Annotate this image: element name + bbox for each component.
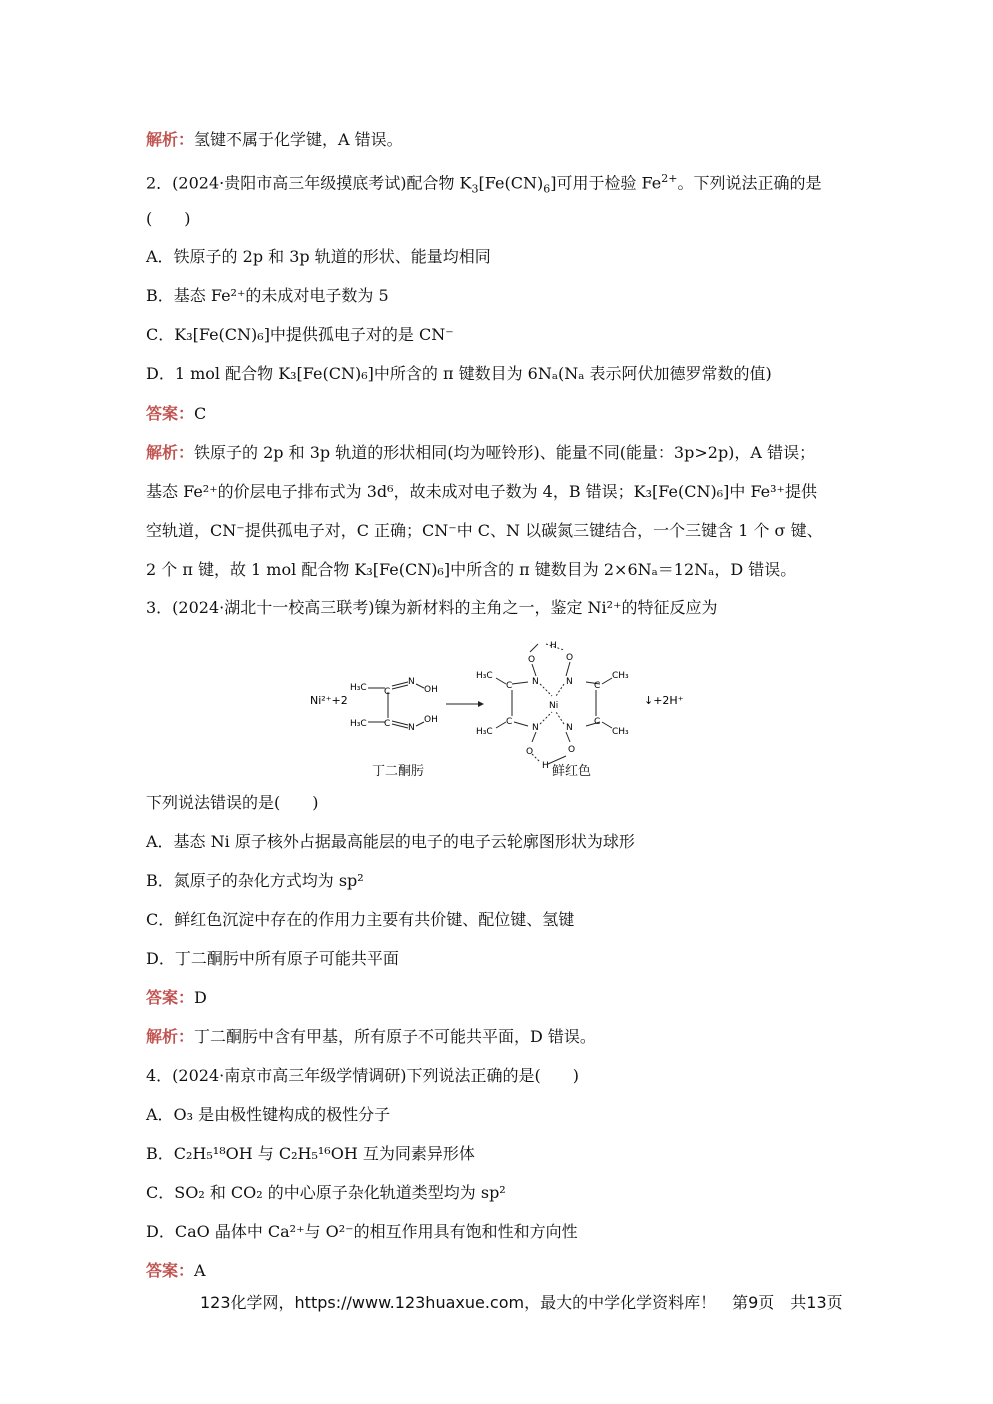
q4-answer: 答案：A (146, 1261, 206, 1280)
q2-analysis-2: 基态 Fe²⁺的价层电子排布式为 3d⁶，故未成对电子数为 4，B 错误；K₃[Fe(CN)₆]中 Fe³⁺提供 (146, 482, 818, 501)
q2-option-a: A．铁原子的 2p 和 3p 轨道的形状、能量均相同 (146, 247, 491, 266)
svg-text:O: O (568, 745, 576, 755)
ni-plus-text: Ni²⁺+2 (310, 694, 348, 707)
caption-bright-red: 鲜红色 (552, 764, 592, 779)
analysis-text: 氢键不属于化学键，A 错误。 (194, 130, 403, 149)
q4-option-b: B．C₂H₅¹⁸OH 与 C₂H₅¹⁶OH 互为同素异形体 (146, 1144, 475, 1163)
svg-text:N: N (566, 723, 573, 733)
page-footer: 123化学网，https://www.123huaxue.com，最大的中学化学资料库！ 第9页 共13页 (200, 1293, 843, 1312)
q3-analysis: 解析：丁二酮肟中含有甲基，所有原子不可能共平面，D 错误。 (146, 1027, 596, 1046)
q4-option-a: A．O₃ 是由极性键构成的极性分子 (146, 1105, 391, 1124)
svg-text:N: N (566, 677, 573, 687)
q1-analysis (146, 130, 403, 150)
q3-stem: 3．(2024·湖北十一校高三联考)镍为新材料的主角之一，鉴定 Ni²⁺的特征反应为 (146, 598, 718, 617)
q2-option-c: C．K₃[Fe(CN)₆]中提供孤电子对的是 CN⁻ (146, 325, 454, 344)
svg-text:CH₃: CH₃ (612, 727, 629, 737)
q3-option-d: D．丁二酮肟中所有原子可能共平面 (146, 949, 399, 968)
reaction-diagram (300, 632, 700, 782)
svg-text:C: C (384, 719, 391, 729)
plus-h-text: ↓+2H⁺ (644, 694, 684, 707)
q3-option-a: A．基态 Ni 原子核外占据最高能层的电子的电子云轮廓图形状为球形 (146, 832, 635, 851)
q3-option-c: C．鲜红色沉淀中存在的作用力主要有共价键、配位键、氢键 (146, 910, 575, 929)
reaction-structure-svg (300, 632, 700, 782)
svg-text:N: N (532, 723, 539, 733)
svg-text:N: N (408, 723, 415, 733)
q2-answer: 答案：C (146, 404, 207, 423)
svg-text:Ni: Ni (549, 701, 559, 711)
svg-text:H₃C: H₃C (476, 727, 493, 737)
svg-text:CH₃: CH₃ (612, 671, 629, 681)
svg-text:C: C (384, 687, 391, 697)
svg-text:N: N (532, 677, 539, 687)
caption-dimethylglyoxime: 丁二酮肟 (372, 764, 425, 779)
svg-text:OH: OH (424, 715, 438, 725)
q2-option-d: D．1 mol 配合物 K₃[Fe(CN)₆]中所含的 π 键数目为 6Nₐ(Nₐ 表示阿伏加德罗常数的值) (146, 364, 772, 383)
q2-option-b: B．基态 Fe²⁺的未成对电子数为 5 (146, 286, 389, 305)
svg-text:C: C (594, 717, 601, 727)
q4-stem: 4．(2024·南京市高三年级学情调研)下列说法正确的是( ) (146, 1066, 579, 1085)
svg-text:N: N (408, 677, 415, 687)
svg-text:O: O (566, 653, 574, 663)
svg-text:C: C (594, 681, 601, 691)
q2-paren: ( ) (146, 209, 191, 228)
svg-text:H₃C: H₃C (476, 671, 493, 681)
svg-text:H: H (550, 641, 557, 651)
q2-analysis-4: 2 个 π 键，故 1 mol 配合物 K₃[Fe(CN)₆]中所含的 π 键数目为 2×6Nₐ＝12Nₐ，D 错误。 (146, 560, 797, 579)
q2-analysis-1: 解析：铁原子的 2p 和 3p 轨道的形状相同(均为哑铃形)、能量不同(能量：3p>2p)，A 错误； (146, 443, 816, 462)
q3-answer: 答案：D (146, 988, 207, 1007)
q3-option-b: B．氮原子的杂化方式均为 sp² (146, 871, 364, 890)
q2-analysis-3: 空轨道，CN⁻提供孤电子对，C 正确；CN⁻中 C、N 以碳氮三键结合，一个三键含 1 个 σ 键、 (146, 521, 823, 540)
q4-option-c: C．SO₂ 和 CO₂ 的中心原子杂化轨道类型均为 sp² (146, 1183, 506, 1202)
analysis-label: 解析： (146, 130, 195, 149)
svg-text:C: C (506, 681, 513, 691)
svg-text:H₃C: H₃C (350, 683, 367, 693)
svg-text:H₃C: H₃C (350, 719, 367, 729)
svg-text:O: O (528, 655, 536, 665)
svg-text:O: O (526, 747, 534, 757)
q4-option-d: D．CaO 晶体中 Ca²⁺与 O²⁻的相互作用具有饱和性和方向性 (146, 1222, 578, 1241)
q3-question: 下列说法错误的是( ) (146, 793, 319, 812)
q2-stem: 2．(2024·贵阳市高三年级摸底考试)配合物 $K_3[Fe(CN)_6]$可用于检验 $Fe^{2+}$。下列说法正确的是 (146, 172, 822, 196)
svg-text:OH: OH (424, 685, 438, 695)
svg-text:H: H (542, 761, 549, 771)
svg-text:C: C (506, 717, 513, 727)
